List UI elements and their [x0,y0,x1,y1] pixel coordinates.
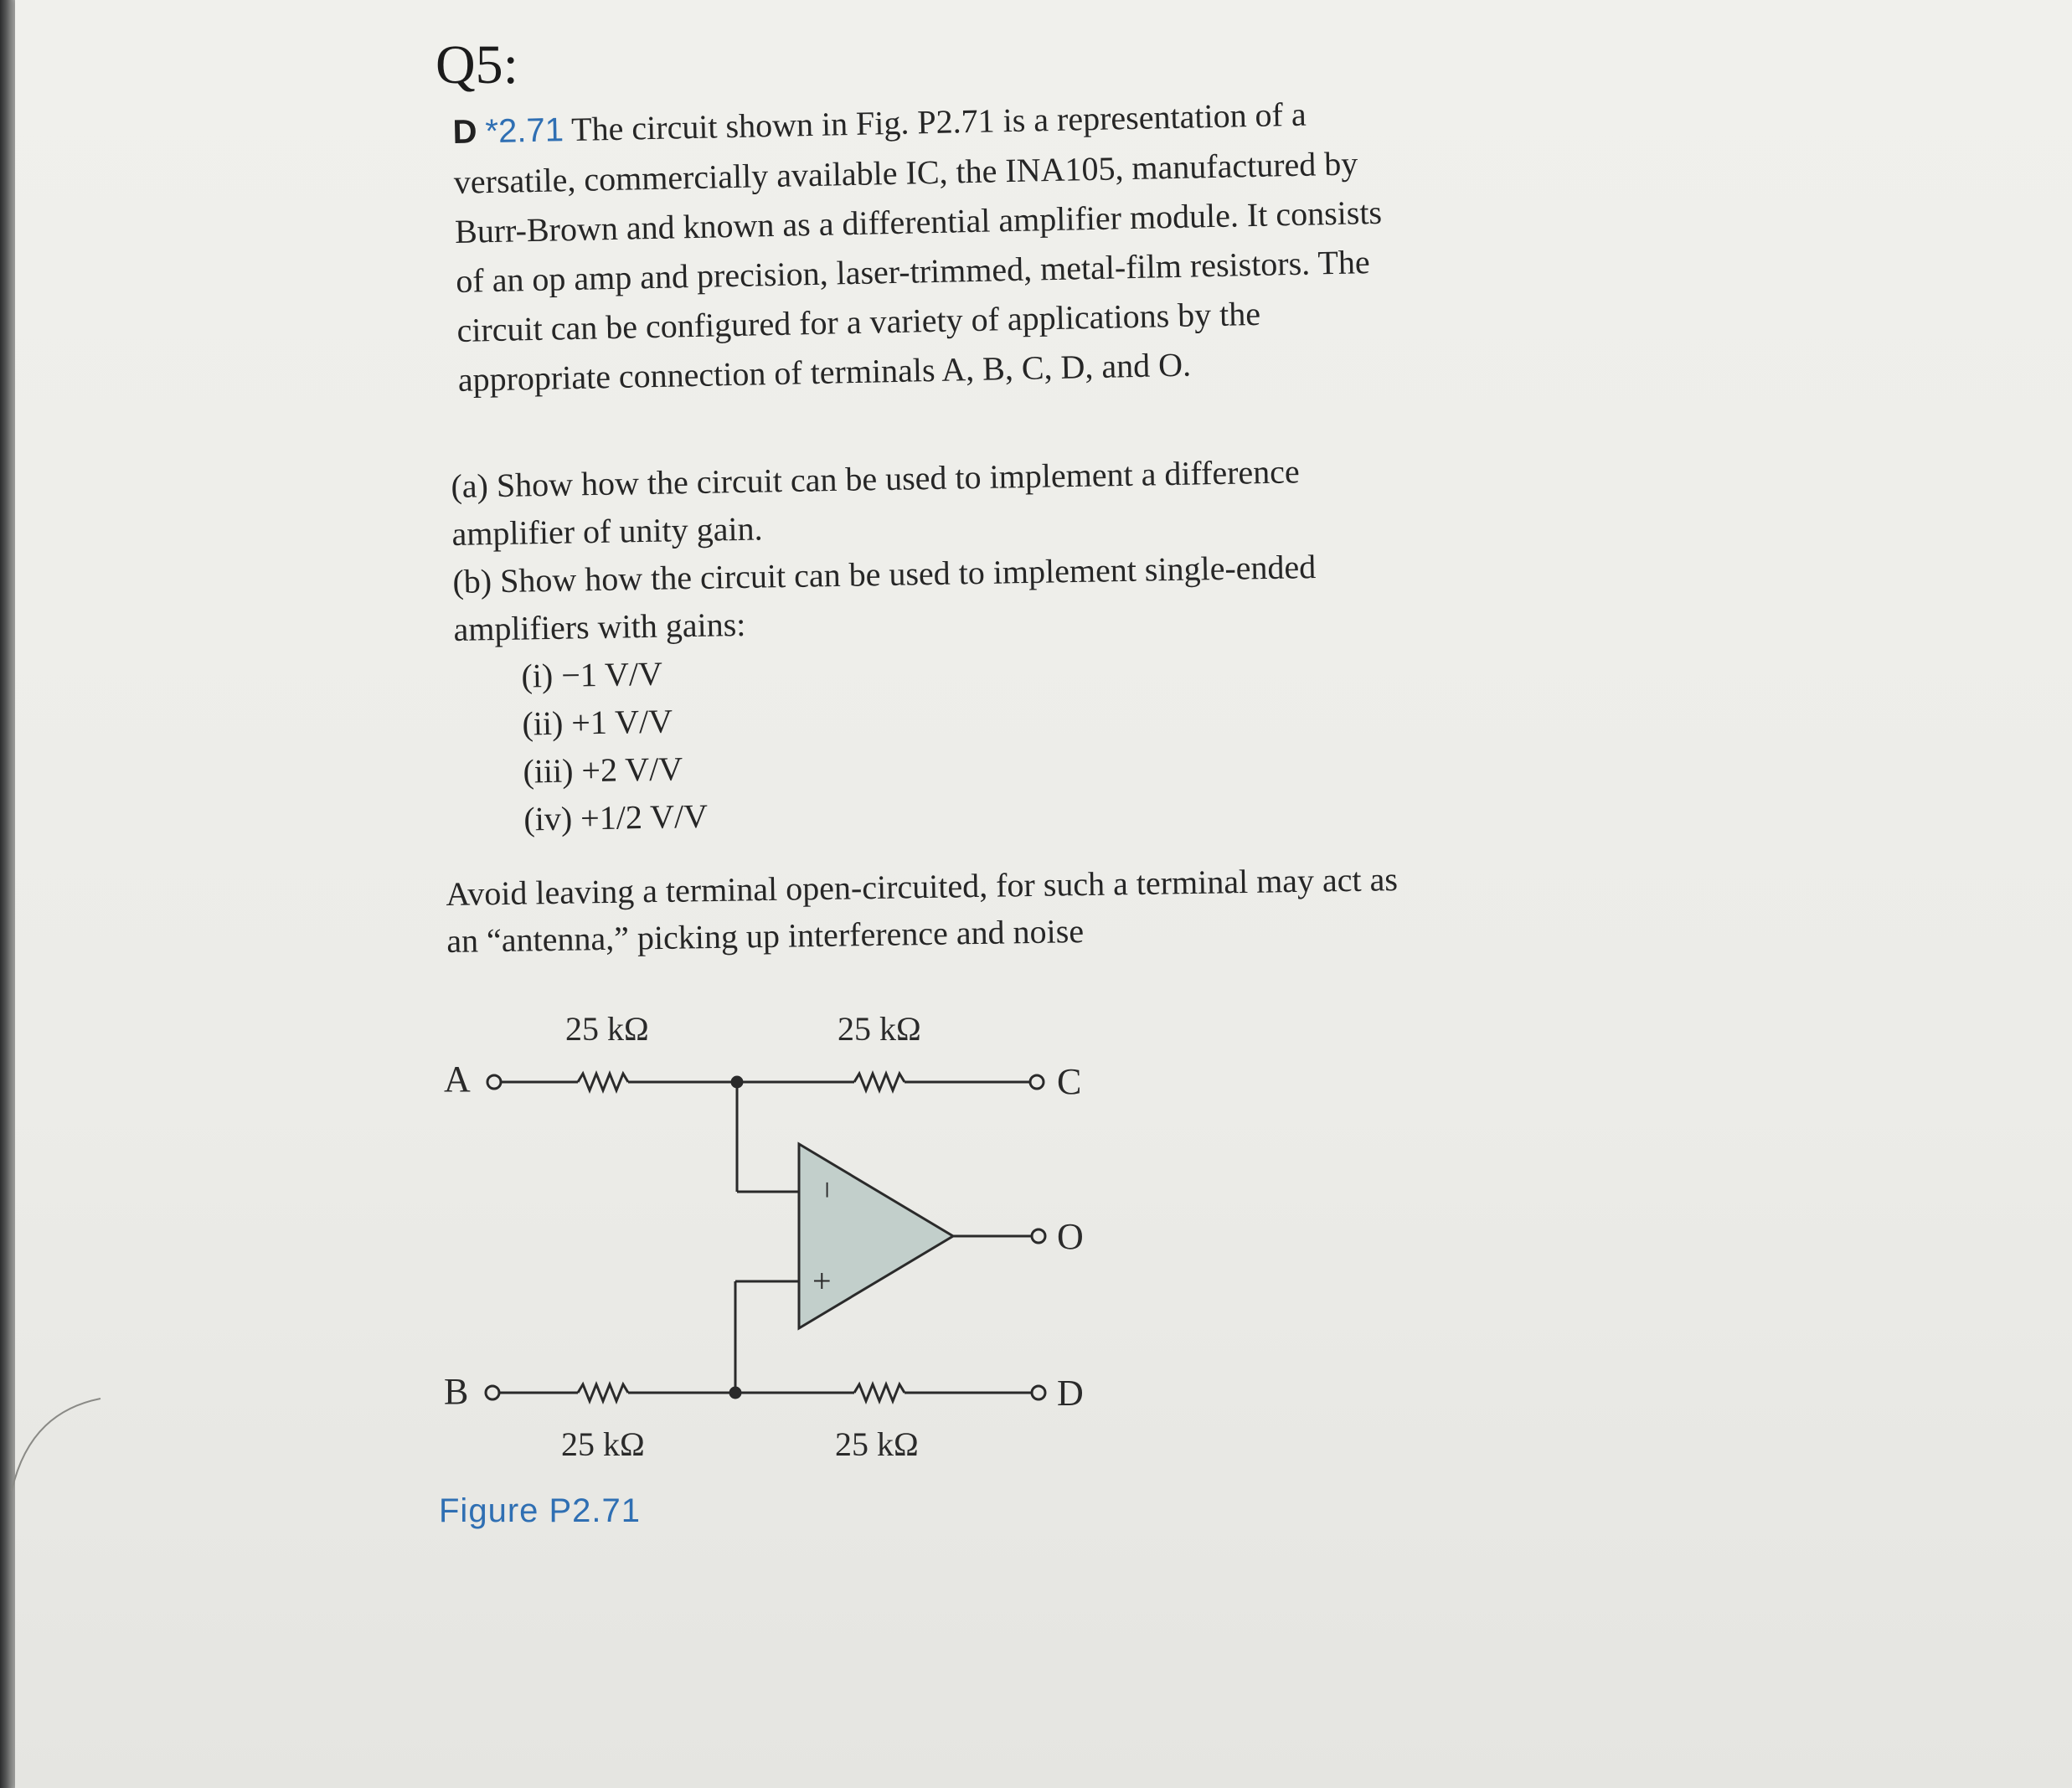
problem-parts [451,446,1412,844]
gain-list [454,636,1412,844]
part-a: (a) Show how the circuit can be used to implement a difference amplifier of unity gain. [451,452,1301,553]
question-label: Q5: [436,34,518,95]
terminal-b-node [486,1386,499,1399]
problem-text: The circuit shown in Fig. P2.71 is a representation of a versatile, commercially available IC, the INA105, manufactured by Burr-Brown and known as a differential amplifier module. It consists of an op amp and precision, laser-trimmed, metal-film resistors. The circuit can be configured for a variety of applications by the appropriate connection of terminals A, B, C, D, and O. [453,95,1383,399]
figure-caption: Figure P2.71 [439,1492,642,1529]
gain-item: (i) −1 V/V [521,654,663,695]
resistor-label-bottom-right: 25 kΩ [835,1425,919,1463]
terminal-label-b: B [444,1371,469,1412]
terminal-d-node [1032,1386,1045,1399]
resistor-label-top-right: 25 kΩ [838,1010,921,1048]
terminal-a-node [487,1075,501,1089]
gain-item: (ii) +1 V/V [522,702,673,743]
terminal-label-d: D [1057,1373,1084,1414]
antenna-note [446,856,1419,965]
note-text: Avoid leaving a terminal open-circuited, for such a terminal may act as an “antenna,” picking up interference and noise [446,860,1399,960]
terminal-label-c: C [1057,1061,1082,1102]
resistor-bottom-right [854,1384,905,1401]
opamp-plus-sign: + [812,1262,832,1300]
page-curl-edge [0,1373,117,1507]
terminal-label-o: O [1057,1216,1084,1257]
part-b: (b) Show how the circuit can be used to implement single-ended amplifiers with gains: [452,547,1317,648]
resistor-bottom-left [578,1384,628,1401]
resistor-label-top-left: 25 kΩ [565,1010,649,1048]
problem-statement [452,87,1413,404]
gain-item: (iv) +1/2 V/V [523,796,709,838]
opamp-triangle [799,1144,953,1328]
terminal-c-node [1030,1075,1044,1089]
problem-number: *2.71 [485,111,564,151]
gain-item: (iii) +2 V/V [523,750,683,791]
opamp-minus-sign: − [809,1181,844,1199]
resistor-top-left [578,1074,628,1090]
design-problem-marker: D [452,113,477,151]
resistor-top-right [854,1074,905,1090]
resistor-label-bottom-left: 25 kΩ [561,1425,645,1463]
circuit-diagram [427,997,1164,1466]
terminal-o-node [1032,1229,1045,1243]
terminal-label-a: A [444,1059,471,1100]
